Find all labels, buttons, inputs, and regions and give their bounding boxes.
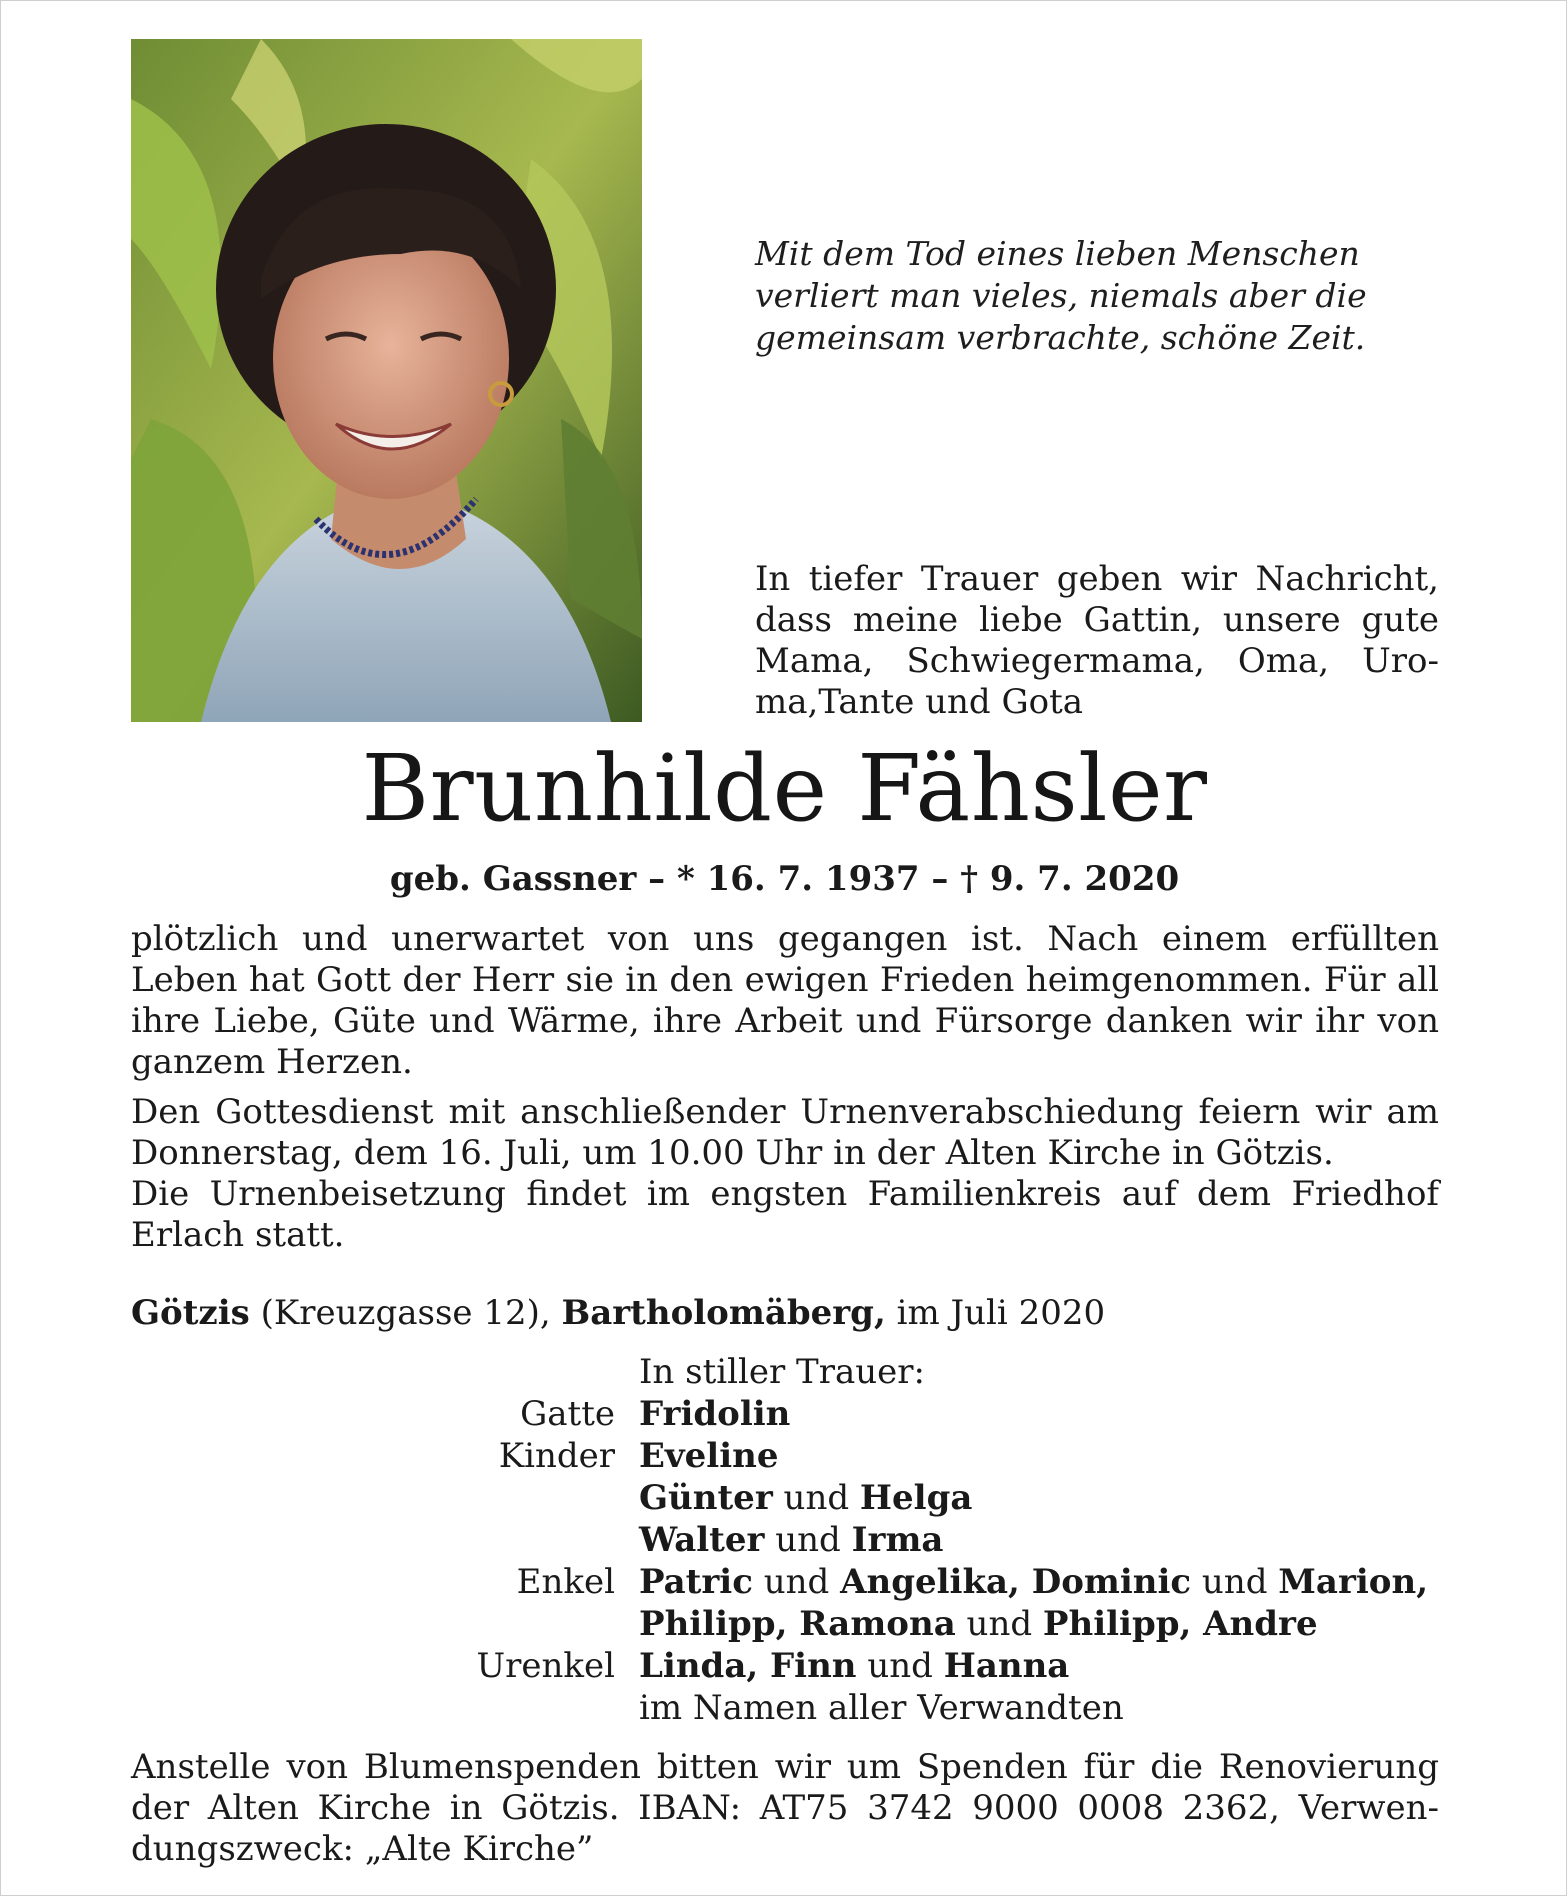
place-date: im Juli 2020 <box>885 1293 1106 1333</box>
body-line: Den Gottesdienst mit anschließender Urnenverabschiedung feiern wir am <box>131 1092 1439 1132</box>
intro-line: dass meine liebe Gattin, unsere gute <box>755 600 1439 640</box>
mourner-name: Helga <box>859 1478 973 1518</box>
quote-line: gemeinsam verbrachte, schöne Zeit. <box>755 318 1366 357</box>
place-town: Bartholomäberg, <box>561 1293 886 1333</box>
mourner-role: Urenkel <box>476 1646 615 1686</box>
mourners-heading: In stiller Trauer: <box>639 1352 925 1392</box>
mourner-row <box>1 1603 1567 1645</box>
body-text <box>131 919 1439 1256</box>
mourner-name: Philipp, Ramona <box>639 1604 956 1644</box>
mourner-names <box>639 1561 1428 1603</box>
mourner-names <box>639 1603 1318 1645</box>
body-line: ihre Liebe, Güte und Wärme, ihre Arbeit und Fürsorge danken wir ihr von <box>131 1001 1439 1041</box>
quote-block <box>755 233 1375 359</box>
mourner-names <box>639 1435 779 1477</box>
mourner-role: Kinder <box>498 1436 615 1476</box>
body-line: plötzlich und unerwartet von uns gegangen ist. Nach einem erfüllten <box>131 919 1439 959</box>
place-date-line <box>131 1293 1105 1334</box>
mourner-name: Patric <box>639 1562 753 1602</box>
mourner-names <box>639 1519 943 1561</box>
mourner-names <box>639 1393 790 1435</box>
body-line: Donnerstag, dem 16. Juli, um 10.00 Uhr in der Alten Kirche in Götzis. <box>131 1133 1334 1173</box>
mourner-name: Marion, <box>1278 1562 1429 1602</box>
conjunction: und <box>867 1646 933 1686</box>
mourner-row <box>1 1477 1567 1519</box>
portrait-image <box>131 39 642 722</box>
mourner-names <box>639 1477 972 1519</box>
mourner-name: Linda, Finn <box>639 1646 857 1686</box>
body-line: Erlach statt. <box>131 1215 345 1255</box>
mourner-row <box>1 1435 1567 1477</box>
conjunction: und <box>775 1520 841 1560</box>
intro-line: ma,Tante und Gota <box>755 682 1084 722</box>
place-address: (Kreuzgasse 12), <box>249 1293 562 1333</box>
mourner-row <box>1 1561 1567 1603</box>
mourner-name: Eveline <box>639 1436 779 1476</box>
mourners-closing: im Namen aller Verwandten <box>639 1688 1124 1728</box>
donation-note <box>131 1747 1439 1870</box>
mourner-row <box>1 1393 1567 1435</box>
conjunction: und <box>783 1478 850 1518</box>
mourner-name: Angelika, Dominic <box>840 1562 1192 1602</box>
mourners-list <box>1 1351 1567 1729</box>
mourner-names <box>639 1645 1069 1687</box>
mourner-name: Hanna <box>943 1646 1070 1686</box>
mourner-name: Günter <box>639 1478 773 1518</box>
footer-line: der Alten Kirche in Götzis. IBAN: AT75 3742 9000 0008 2362, Verwen- <box>131 1788 1439 1828</box>
mourner-row <box>1 1687 1567 1729</box>
conjunction: und <box>763 1562 830 1602</box>
footer-line: dungszweck: „Alte Kirche” <box>131 1829 594 1869</box>
body-line: Leben hat Gott der Herr sie in den ewigen Frieden heimgenommen. Für all <box>131 960 1439 1000</box>
place-town: Götzis <box>131 1293 250 1333</box>
conjunction: und <box>1201 1562 1268 1602</box>
mourner-name: Irma <box>851 1520 944 1560</box>
deceased-name: Brunhilde Fähsler <box>361 735 1208 842</box>
body-line: Die Urnenbeisetzung findet im engsten Familienkreis auf dem Friedhof <box>131 1174 1439 1214</box>
mourner-name: Philipp, Andre <box>1042 1604 1318 1644</box>
mourner-name: Walter <box>639 1520 765 1560</box>
quote-line: Mit dem Tod eines lieben Menschen <box>755 234 1360 273</box>
mourner-role: Gatte <box>520 1394 615 1434</box>
footer-line: Anstelle von Blumenspenden bitten wir um Spenden für die Renovierung <box>131 1747 1439 1787</box>
intro-line: Mama, Schwiegermama, Oma, Uro- <box>755 641 1439 681</box>
intro-paragraph <box>755 559 1439 723</box>
body-line: ganzem Herzen. <box>131 1042 413 1082</box>
intro-line: In tiefer Trauer geben wir Nachricht, <box>755 559 1439 599</box>
conjunction: und <box>966 1604 1033 1644</box>
mourner-role: Enkel <box>516 1562 615 1602</box>
mourner-row <box>1 1645 1567 1687</box>
mourner-row <box>1 1519 1567 1561</box>
mourners-heading-row <box>1 1351 1567 1393</box>
portrait-photo <box>131 39 642 722</box>
quote-line: verliert man vieles, niemals aber die <box>755 276 1367 315</box>
deceased-dates: geb. Gassner – * 16. 7. 1937 – † 9. 7. 2020 <box>389 859 1180 899</box>
mourner-name: Fridolin <box>639 1394 791 1434</box>
